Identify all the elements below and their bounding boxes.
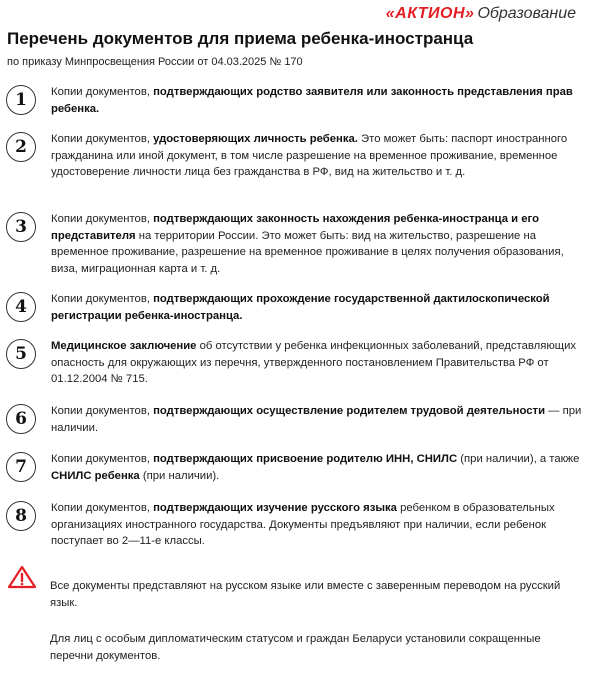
item-number-badge: 6 <box>6 404 36 434</box>
item-text-plain: Копии документов, <box>51 453 154 465</box>
item-number-badge: 3 <box>6 212 36 242</box>
note-diplomatic: Для лиц с особым дипломатическим статусом и граждан Беларуси установили сокращенные перечни документов. <box>50 633 541 662</box>
item-text <box>51 291 586 324</box>
item-text-plain: ребенком в образовательных организациях иностранного государства. Документы предъявляют при наличии, если ребенок поступает во 2—11-е классы. <box>51 502 555 547</box>
note-translation: Все документы представляют на русском языке или вместе с заверенным переводом на русский язык. <box>50 580 561 609</box>
item-text-plain: Копии документов, <box>51 293 154 305</box>
item-text-plain: об отсутствии у ребенка инфекционных заболеваний, представляющих опасность для окружающих из перечня, утвержденного постановлением Правительства РФ от 01.12.2004 № 715. <box>51 340 577 385</box>
item-text <box>51 211 586 277</box>
item-text-plain: (при наличии). <box>139 469 220 482</box>
brand-logo <box>386 5 576 23</box>
item-number-badge: 7 <box>6 452 36 482</box>
item-text-plain: Это может быть: паспорт иностранного гражданина или иной документ, в том числе разрешение на временное проживание, временное удостоверение личности лица без гражданства в РФ, вид на жительство и т. д. <box>51 133 568 178</box>
page-subtitle: по приказу Минпросвещения России от 04.03.2025 № 170 <box>7 56 303 68</box>
item-text-plain: Копии документов, <box>51 502 154 514</box>
item-text-plain: (при наличии), а также <box>457 453 580 465</box>
item-text-plain: на территории России. Это может быть: вид на жительство, разрешение на временное проживание, разрешение на временное проживание в целях получения образования, виза, миграционная карта и т. д. <box>51 229 564 275</box>
item-text-plain: Копии документов, <box>51 133 154 145</box>
item-text <box>51 338 586 388</box>
item-text <box>51 84 586 117</box>
item-text-bold: подтверждающих законность нахождения ребенка-иностранца и его представителя <box>51 213 539 242</box>
brand-product: Образование <box>477 5 576 22</box>
item-number-badge: 4 <box>6 292 36 322</box>
item-text-bold: удостоверяющих личность ребенка. <box>153 133 358 145</box>
item-number-badge: 2 <box>6 132 36 162</box>
item-text-bold: СНИЛС ребенка <box>51 469 140 482</box>
item-text-plain: Копии документов, <box>51 405 154 417</box>
item-text-plain: Копии документов, <box>51 213 154 225</box>
item-text-bold: подтверждающих изучение русского языка <box>153 502 397 514</box>
item-number-badge: 8 <box>6 501 36 531</box>
item-text-bold: подтверждающих прохождение государственной дактилоскопической регистрации ребенка-иностранца. <box>51 293 550 322</box>
item-text <box>51 131 586 181</box>
item-text-bold: Медицинское заключение <box>51 340 197 352</box>
brand-name: «АКТИОН» <box>385 5 475 22</box>
item-text-plain: — при наличии. <box>51 405 582 434</box>
item-text-bold: подтверждающих родство заявителя или законность представления прав ребенка. <box>51 86 573 115</box>
warning-icon <box>7 565 37 589</box>
item-number-badge: 5 <box>6 339 36 369</box>
item-text <box>51 403 586 436</box>
item-text-plain: Копии документов, <box>51 86 154 98</box>
page-title: Перечень документов для приема ребенка-иностранца <box>7 29 474 48</box>
item-text <box>51 451 586 484</box>
item-text-bold: подтверждающих осуществление родителем трудовой деятельности <box>153 405 546 417</box>
item-number-badge: 1 <box>6 85 36 115</box>
item-text <box>51 500 586 550</box>
item-text-bold: подтверждающих присвоение родителю ИНН, СНИЛС <box>153 453 458 465</box>
